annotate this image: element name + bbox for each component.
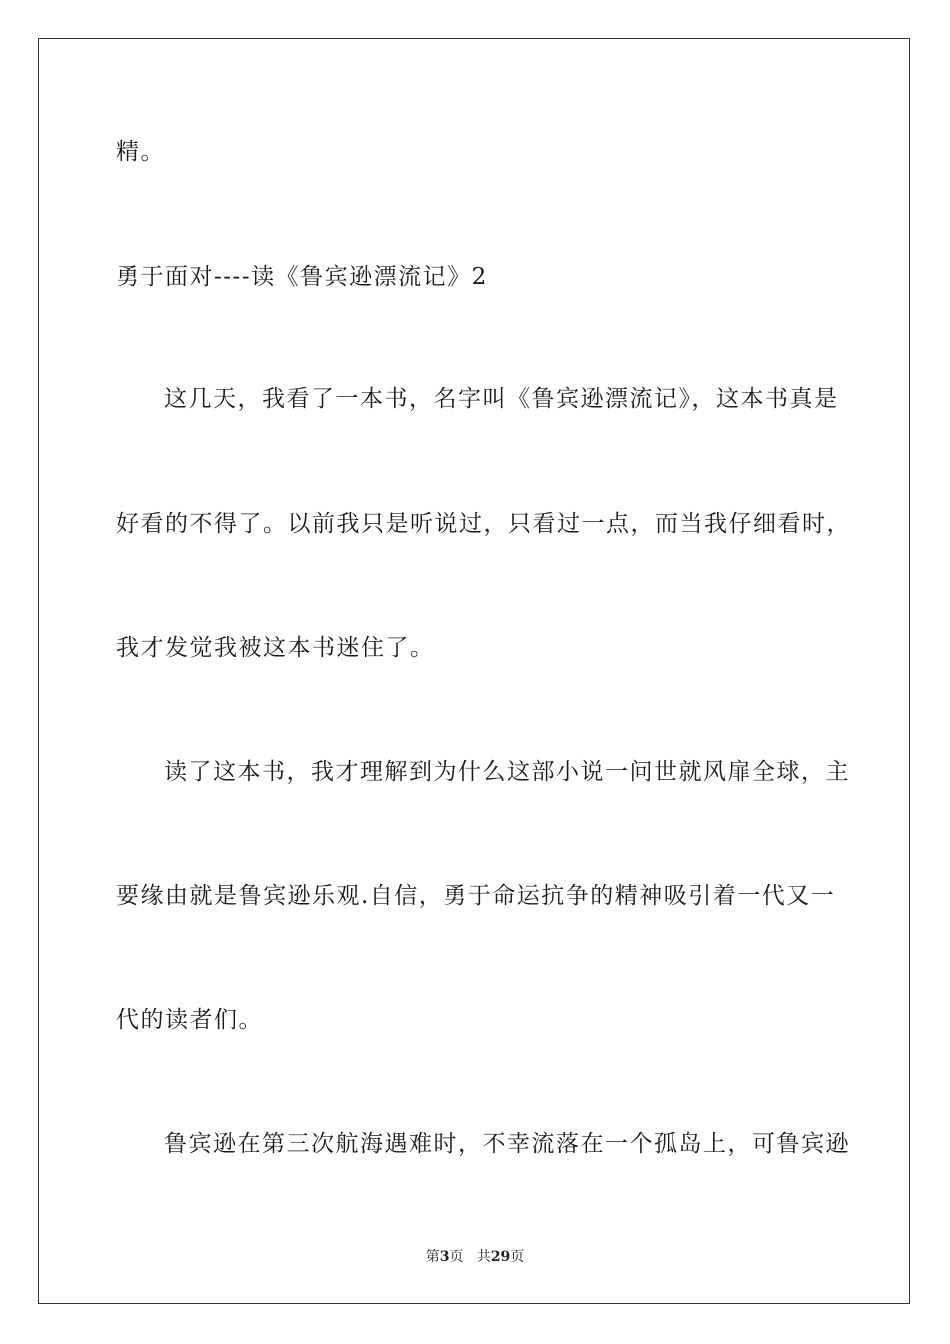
footer-page-suffix: 页 [449,1249,464,1265]
footer-total-pages: 29 [490,1249,511,1265]
article-title: 勇于面对----读《鲁宾逊漂流记》2 [116,264,488,290]
text-line-4: 好看的不得了。以前我只是听说过，只看过一点，而当我仔细看时， [116,511,851,537]
page-footer [0,1247,950,1267]
footer-total-prefix: 共 [476,1249,491,1265]
text-line-6: 读了这本书，我才理解到为什么这部小说一问世就风扉全球，主 [164,759,850,785]
text-line-7: 要缘由就是鲁宾逊乐观.自信，勇于命运抗争的精神吸引着一代又一 [116,883,836,909]
text-line-1: 精。 [116,139,165,165]
footer-total-suffix: 页 [510,1249,525,1265]
text-line-9: 鲁宾逊在第三次航海遇难时，不幸流落在一个孤岛上，可鲁宾逊 [164,1131,850,1157]
footer-page-number: 3 [439,1249,450,1265]
text-line-5: 我才发觉我被这本书迷住了。 [116,635,435,661]
page-frame [38,38,910,1304]
text-line-3: 这几天，我看了一本书，名字叫《鲁宾逊漂流记》，这本书真是 [164,386,839,412]
text-line-8: 代的读者们。 [116,1007,263,1033]
footer-page-prefix: 第 [425,1249,440,1265]
